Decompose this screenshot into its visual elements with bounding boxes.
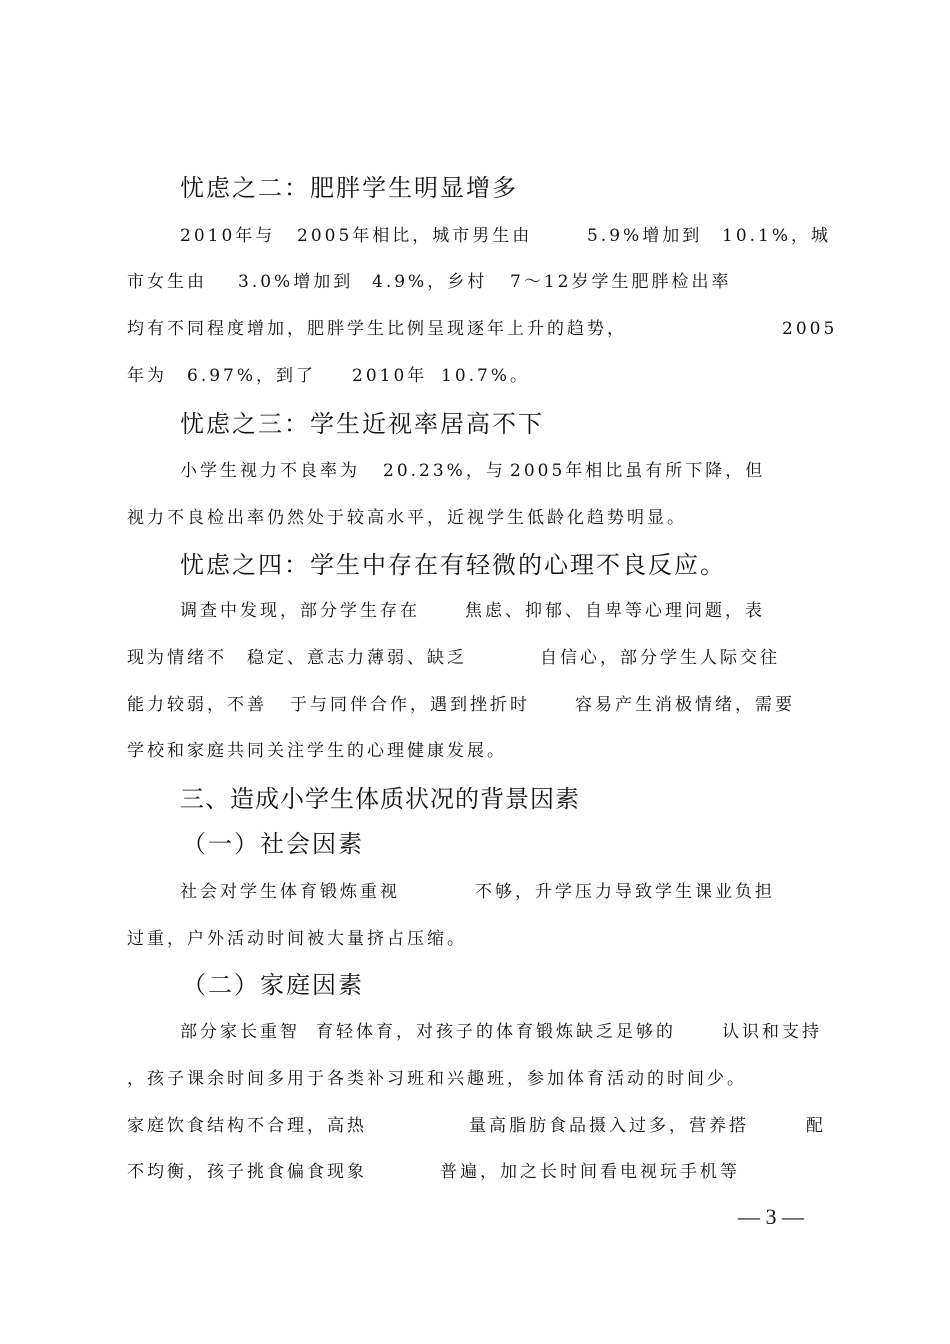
text-segment: 3.0%增加到 xyxy=(238,272,354,292)
text-segment: 年为 xyxy=(127,366,167,386)
worry4-heading: 忧虑之四：学生中存在有轻微的心理不良反应。 xyxy=(180,551,726,579)
text-segment: 2005年相比，城市男生由 xyxy=(297,226,533,246)
text-segment: 不均衡，孩子挑食偏食现象 xyxy=(127,1162,367,1182)
text-segment: 自信心，部分学生人际交往 xyxy=(540,648,780,668)
text-segment: 小学生视力不良率为 xyxy=(180,461,360,481)
subsection-heading-social: （一）社会因素 xyxy=(182,830,364,858)
text-segment: 普遍，加之长时间看电视玩手机等 xyxy=(440,1162,740,1182)
text-segment: 于与同伴合作，遇到挫折时 xyxy=(290,695,530,715)
text-segment: 育轻体育，对孩子的体育锻炼缺乏足够的 xyxy=(316,1022,676,1042)
text-segment: 2010年与 xyxy=(180,226,276,246)
worry3-heading: 忧虑之三：学生近视率居高不下 xyxy=(180,410,544,438)
text-segment: 20.23%，与 xyxy=(383,461,506,481)
text-segment: 4.9%，乡村 xyxy=(372,272,488,292)
text-segment: 现为情绪不 xyxy=(127,648,227,668)
text-segment: 社会对学生体育锻炼重视 xyxy=(180,882,400,902)
text-segment: 调查中发现，部分学生存在 xyxy=(180,601,420,621)
text-segment: 2005 xyxy=(782,319,838,339)
text-segment: 6.97%，到了 xyxy=(187,366,317,386)
text-segment: 5.9%增加到 xyxy=(587,226,703,246)
text-segment: 家庭饮食结构不合理，高热 xyxy=(127,1116,367,1136)
text-segment: 2010年 xyxy=(352,366,428,386)
text-segment: 均有不同程度增加，肥胖学生比例呈现逐年上升的趋势， xyxy=(127,319,627,339)
subsection-heading-family: （二）家庭因素 xyxy=(182,971,364,999)
text-segment: 部分家长重智 xyxy=(180,1022,300,1042)
text-segment: 7～12岁学生肥胖检出率 xyxy=(510,272,732,292)
text-segment: 不够，升学压力导致学生课业负担 xyxy=(475,882,775,902)
text-segment: 视力不良检出率仍然处于较高水平，近视学生低龄化趋势明显。 xyxy=(127,508,687,528)
text-segment: 容易产生消极情绪，需要 xyxy=(575,695,795,715)
text-segment: 配 xyxy=(806,1116,826,1136)
text-segment: 10.1%，城 xyxy=(722,226,832,246)
text-segment: ，孩子课余时间多用于各类补习班和兴趣班，参加体育活动的时间少。 xyxy=(127,1069,747,1089)
text-segment: 能力较弱，不善 xyxy=(127,695,267,715)
text-segment: 过重，户外活动时间被大量挤占压缩。 xyxy=(127,929,467,949)
text-segment: 市女生由 xyxy=(127,272,207,292)
section-heading: 三、造成小学生体质状况的背景因素 xyxy=(180,785,580,813)
text-segment: 2005年相比虽有所下降，但 xyxy=(510,461,766,481)
text-segment: 认识和支持 xyxy=(722,1022,822,1042)
text-segment: 量高脂肪食品摄入过多，营养搭 xyxy=(469,1116,749,1136)
text-segment: 学校和家庭共同关注学生的心理健康发展。 xyxy=(127,741,507,761)
text-segment: 焦虑、抑郁、自卑等心理问题，表 xyxy=(465,601,765,621)
text-segment: 稳定、意志力薄弱、缺乏 xyxy=(247,648,467,668)
text-segment: 10.7%。 xyxy=(441,366,531,386)
worry2-heading: 忧虑之二：肥胖学生明显增多 xyxy=(180,174,518,202)
page-number: — 3 — xyxy=(738,1204,804,1229)
